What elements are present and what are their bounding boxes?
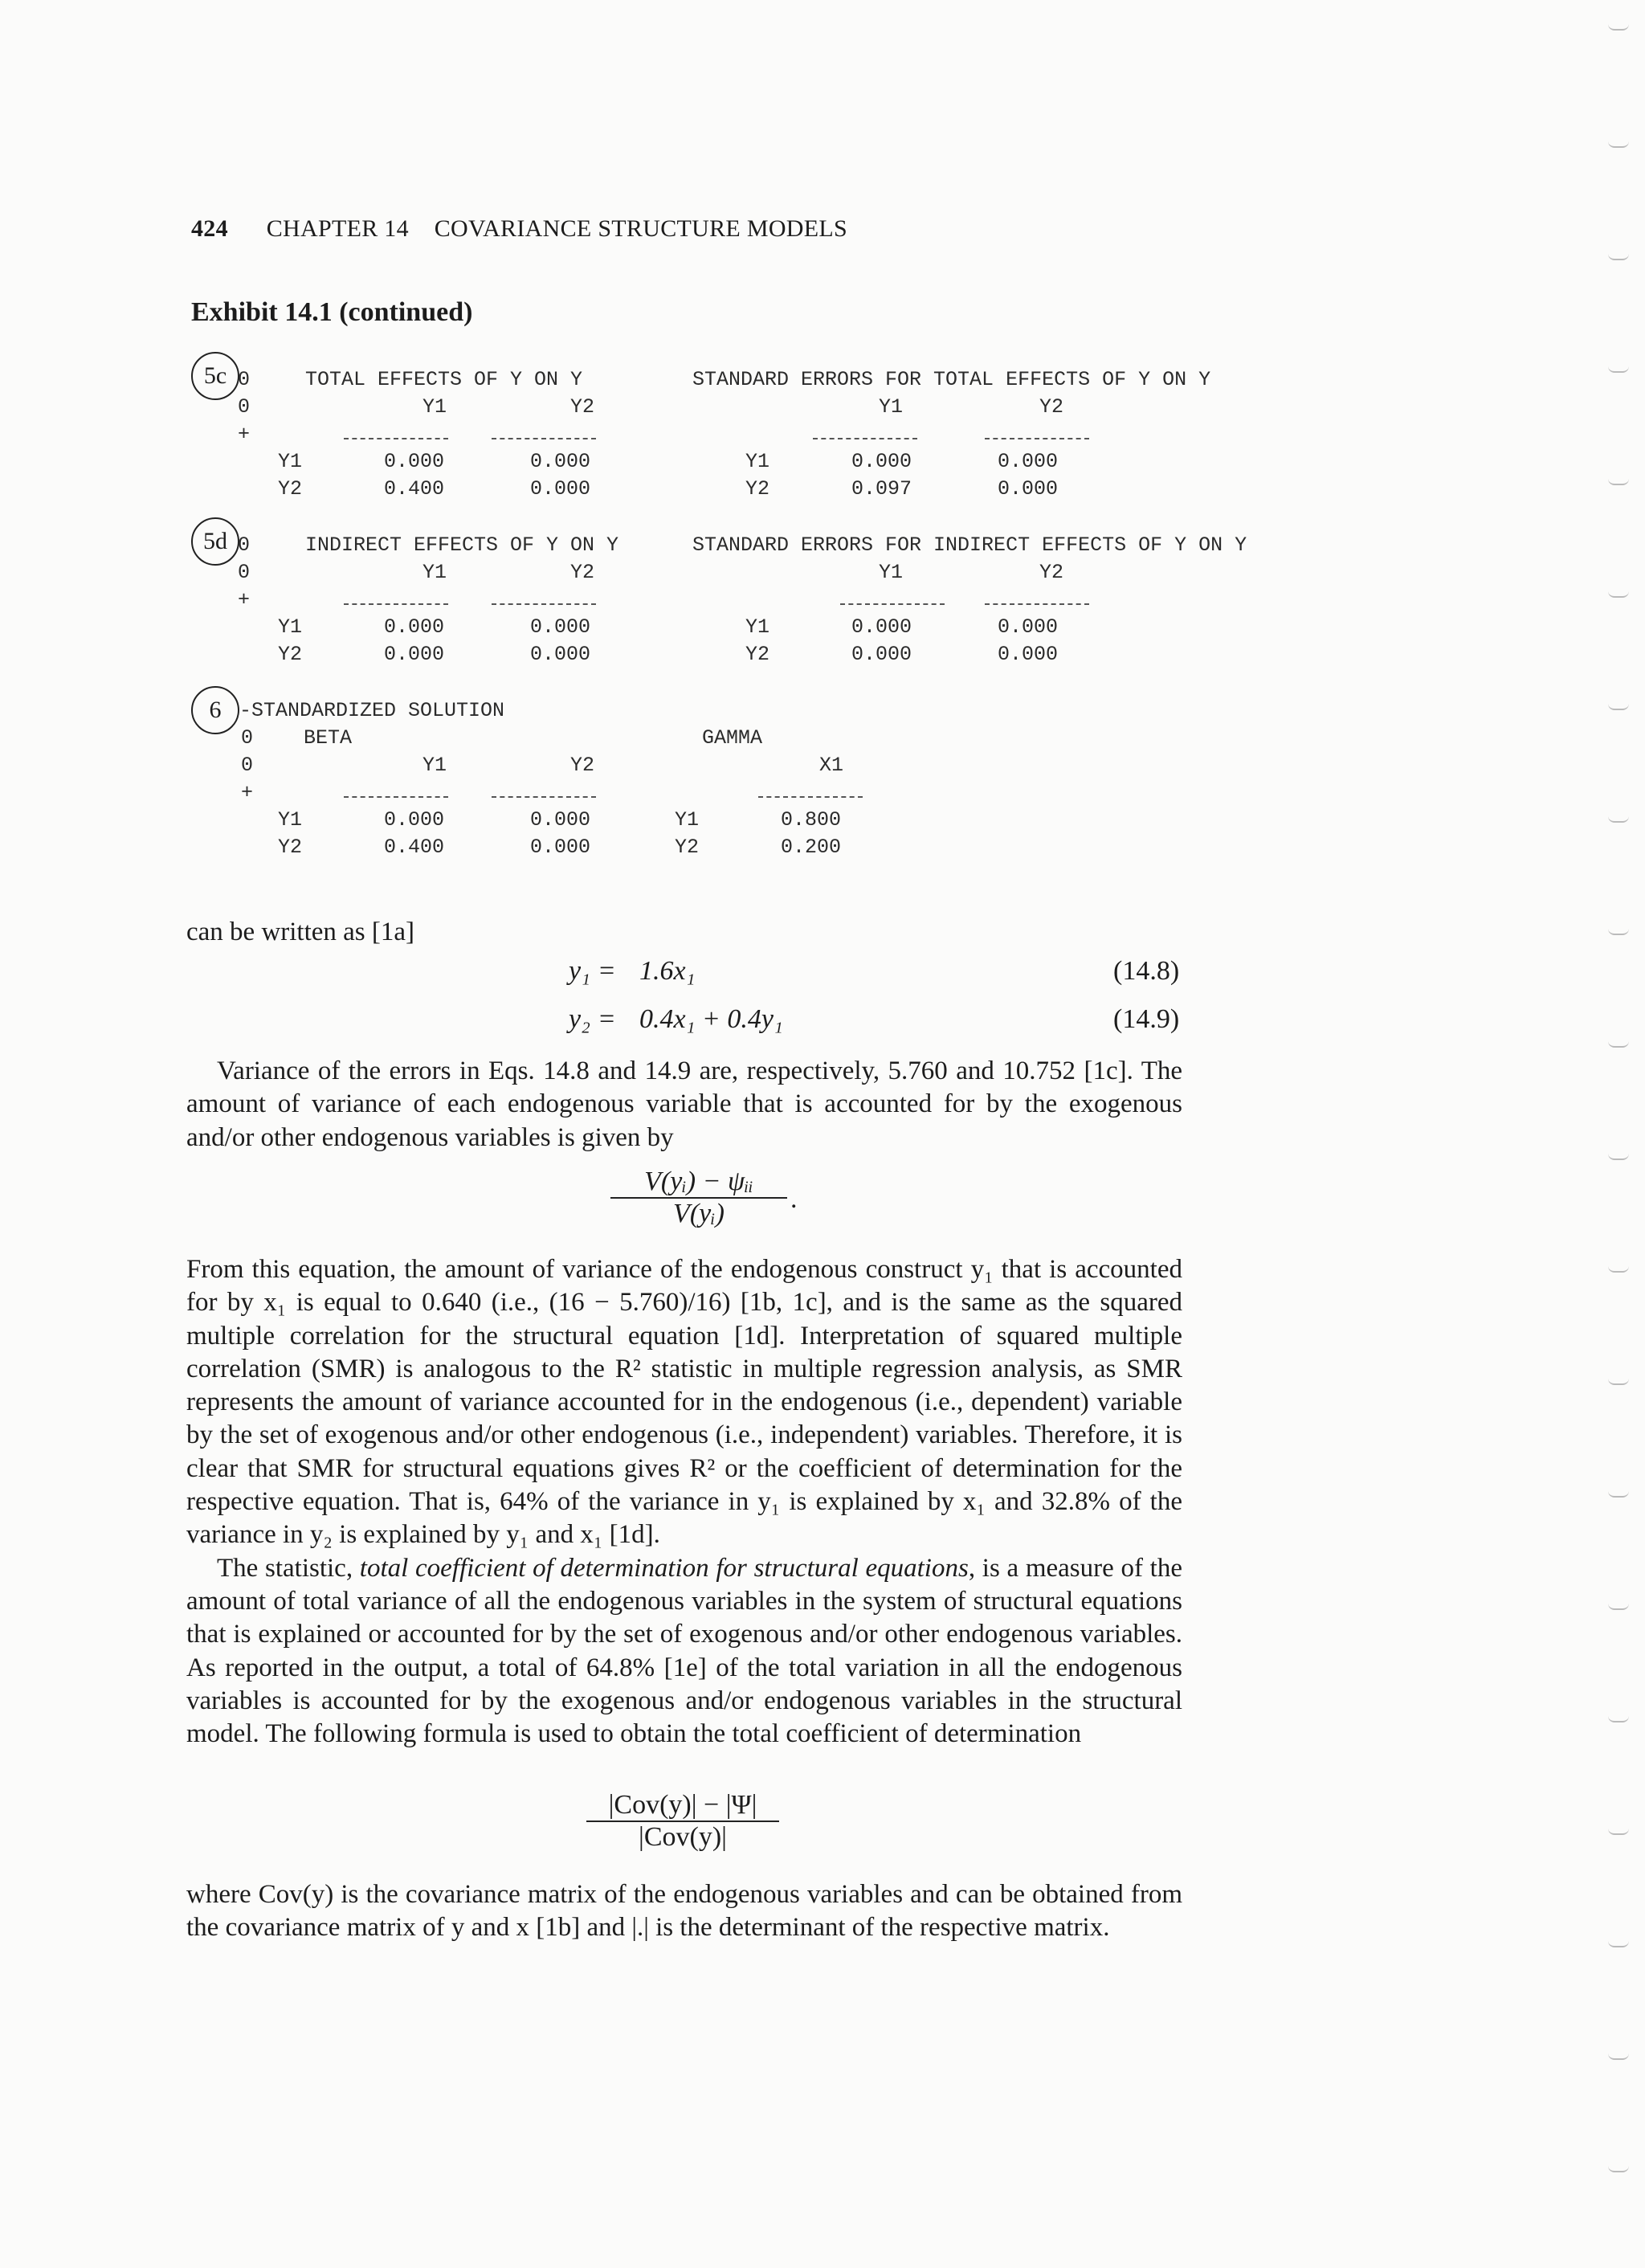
dashed-rule xyxy=(985,438,1089,439)
row-label: Y1 xyxy=(675,808,700,832)
table-cell: 0.000 xyxy=(530,836,591,859)
eq-number: (14.9) xyxy=(1113,1004,1180,1034)
annotation-circle-5c: 5c xyxy=(191,352,239,400)
table-cell: 0.000 xyxy=(998,450,1059,473)
determinant-fraction xyxy=(586,1790,779,1853)
beta-label: BETA xyxy=(304,726,353,750)
eq-14-9-rhs: 0.4x₁ + 0.4y₁ xyxy=(639,1004,783,1034)
edge-mark xyxy=(1608,24,1629,31)
gamma-label: GAMMA xyxy=(702,726,763,750)
margin-zero: 0 xyxy=(238,561,251,584)
margin-zero: 0 xyxy=(241,754,254,777)
eq-14-8-rhs: 1.6x₁ xyxy=(639,956,696,986)
row-label: Y2 xyxy=(278,836,303,859)
col-header: Y1 xyxy=(422,395,447,419)
table-cell: 0.000 xyxy=(384,808,445,832)
row-label: Y1 xyxy=(278,615,303,639)
paragraph-smr xyxy=(186,1253,1182,1751)
standard-errors-total-title: STANDARD ERRORS FOR TOTAL EFFECTS OF Y ON Y xyxy=(692,368,1211,391)
col-header: Y2 xyxy=(570,561,595,584)
paragraph-total-coefficient xyxy=(186,1552,1182,1751)
edge-mark xyxy=(1608,1154,1629,1160)
eq-14-9-equals: = xyxy=(599,1004,615,1034)
col-header: Y1 xyxy=(422,754,447,777)
table-cell: 0.000 xyxy=(530,808,591,832)
margin-plus: + xyxy=(238,423,251,446)
edge-mark xyxy=(1608,1379,1629,1385)
fraction-denominator: |Cov(y)| xyxy=(639,1822,727,1852)
annotation-circle-6: 6 xyxy=(191,686,239,734)
dashed-rule xyxy=(985,603,1089,605)
edge-mark xyxy=(1608,1941,1629,1947)
dashed-rule xyxy=(344,438,448,439)
table-cell: 0.000 xyxy=(851,643,912,666)
eq-14-9-lhs: y₂ xyxy=(569,1004,590,1034)
table-cell: 0.000 xyxy=(998,615,1059,639)
dashed-rule xyxy=(813,438,917,439)
margin-zero: 0 xyxy=(238,395,251,419)
col-header: Y1 xyxy=(422,561,447,584)
col-header: Y2 xyxy=(570,754,595,777)
table-cell: 0.200 xyxy=(781,836,842,859)
col-header: Y1 xyxy=(879,395,904,419)
col-header: Y2 xyxy=(1039,561,1064,584)
margin-zero: 0 xyxy=(238,533,251,557)
dashed-rule xyxy=(758,796,863,798)
paragraph-covariance xyxy=(186,1878,1182,1945)
chapter-label: CHAPTER 14 xyxy=(266,215,409,242)
table-cell: 0.000 xyxy=(384,450,445,473)
row-label: Y2 xyxy=(278,477,303,501)
edge-mark xyxy=(1608,1266,1629,1273)
eq-14-8-equals: = xyxy=(599,956,615,986)
table-cell: 0.400 xyxy=(384,477,445,501)
indirect-effects-title: INDIRECT EFFECTS OF Y ON Y xyxy=(305,533,619,557)
paragraph-text: From this equation, the amount of variance of the endogenous construct y₁ that is accounted for by x₁ is equal to 0.640 (i.e., (16 − 5.760)/16) [1b, 1c], and is the same as the squared multiple correlation for the structural equation [1d]. Interpretation of squared multiple correlation (SMR) is analogous to the R² statistic in multiple regression analysis, as SMR represents the amount of variance accounted for in the endogenous (i.e., dependent) variable by the set of exogenous and/or other endogenous (i.e., independent) variables. Therefore, it is clear that SMR for structural equations gives R² or the coefficient of determination for the respective equation. That is, 64% of the variance in y₁ is explained by x₁ and 32.8% of the variance in y₂ is explained by y₁ and x₁ [1d]. xyxy=(186,1255,1182,1550)
edge-mark xyxy=(1608,1829,1629,1835)
variance-fraction xyxy=(610,1167,787,1229)
text-run: The statistic, xyxy=(217,1553,360,1583)
dashed-rule xyxy=(492,603,596,605)
row-label: Y1 xyxy=(745,615,770,639)
total-effects-title: TOTAL EFFECTS OF Y ON Y xyxy=(305,368,583,391)
table-cell: 0.000 xyxy=(530,477,591,501)
table-cell: 0.097 xyxy=(851,477,912,501)
edge-mark xyxy=(1608,1041,1629,1048)
col-header: X1 xyxy=(819,754,844,777)
row-label: Y2 xyxy=(278,643,303,666)
edge-mark xyxy=(1608,704,1629,710)
table-cell: 0.000 xyxy=(530,643,591,666)
edge-mark xyxy=(1608,141,1629,148)
table-cell: 0.000 xyxy=(851,615,912,639)
edge-mark xyxy=(1608,2053,1629,2060)
col-header: Y2 xyxy=(1039,395,1064,419)
paragraph-text: Variance of the errors in Eqs. 14.8 and 14.9 are, respectively, 5.760 and 10.752 [1c]. The amount of variance of each endogenous variable that is accounted for by the exogenous and/or other endogenous variables is given by xyxy=(186,1056,1182,1152)
margin-plus: + xyxy=(241,781,254,804)
eq-number: (14.8) xyxy=(1113,956,1180,986)
row-label: Y2 xyxy=(745,643,770,666)
dashed-rule xyxy=(344,603,448,605)
page-number: 424 xyxy=(191,215,228,242)
chapter-title: COVARIANCE STRUCTURE MODELS xyxy=(434,215,847,242)
edge-mark xyxy=(1608,366,1629,373)
table-cell: 0.000 xyxy=(530,615,591,639)
edge-mark xyxy=(1608,2166,1629,2172)
edge-mark xyxy=(1608,1604,1629,1610)
paragraph-variance xyxy=(186,1055,1182,1154)
table-cell: 0.000 xyxy=(998,477,1059,501)
fraction-period: . xyxy=(790,1184,798,1214)
row-label: Y2 xyxy=(745,477,770,501)
edge-mark xyxy=(1608,591,1629,598)
row-label: Y1 xyxy=(278,808,303,832)
edge-mark xyxy=(1608,254,1629,260)
italic-term: total coefficient of determination for structural equations xyxy=(359,1553,969,1583)
dashed-rule xyxy=(492,438,596,439)
running-header xyxy=(191,215,847,243)
edge-mark xyxy=(1608,929,1629,935)
dashed-rule xyxy=(344,796,448,798)
standard-errors-indirect-title: STANDARD ERRORS FOR INDIRECT EFFECTS OF Y ON Y xyxy=(692,533,1247,557)
edge-mark xyxy=(1608,479,1629,485)
table-cell: 0.000 xyxy=(530,450,591,473)
intro-text: can be written as [1a] xyxy=(186,917,415,946)
fraction-numerator: V(yᵢ) − ψᵢᵢ xyxy=(610,1167,787,1199)
margin-zero: 0 xyxy=(238,368,251,391)
row-label: Y2 xyxy=(675,836,700,859)
row-label: Y1 xyxy=(745,450,770,473)
fraction-numerator: |Cov(y)| − |Ψ| xyxy=(586,1790,779,1822)
table-cell: 0.800 xyxy=(781,808,842,832)
edge-mark xyxy=(1608,1491,1629,1498)
col-header: Y2 xyxy=(570,395,595,419)
table-cell: 0.000 xyxy=(384,643,445,666)
margin-plus: + xyxy=(238,588,251,611)
fraction-denominator: V(yᵢ) xyxy=(673,1199,725,1228)
dashed-rule xyxy=(492,796,596,798)
paragraph-text: where Cov(y) is the covariance matrix of the endogenous variables and can be obtained from the covariance matrix of y and x [1b] and |.| is the determinant of the respective matrix. xyxy=(186,1880,1182,1943)
dashed-rule xyxy=(840,603,945,605)
page-edge-marks xyxy=(1573,0,1645,2268)
eq-14-8-lhs: y₁ xyxy=(569,956,590,986)
edge-mark xyxy=(1608,816,1629,823)
margin-zero: 0 xyxy=(241,726,254,750)
edge-mark xyxy=(1608,1716,1629,1722)
table-cell: 0.000 xyxy=(384,615,445,639)
row-label: Y1 xyxy=(278,450,303,473)
table-cell: 0.000 xyxy=(998,643,1059,666)
standardized-solution-title: -STANDARDIZED SOLUTION xyxy=(239,699,505,722)
table-cell: 0.000 xyxy=(851,450,912,473)
table-cell: 0.400 xyxy=(384,836,445,859)
col-header: Y1 xyxy=(879,561,904,584)
text-run: , is a measure of the amount of total variance of all the endogenous variables in the system of structural equations that is explained or accounted for by the set of exogenous and/or other endogenous variables. As reported in the output, a total of 64.8% [1e] of the total variation in all the endogenous variables is accounted for by the exogenous and/or endogenous variables in the structural model. The following formula is used to obtain the total coefficient of determination xyxy=(186,1553,1182,1749)
exhibit-title: Exhibit 14.1 (continued) xyxy=(191,297,473,327)
annotation-circle-5d: 5d xyxy=(191,517,239,566)
